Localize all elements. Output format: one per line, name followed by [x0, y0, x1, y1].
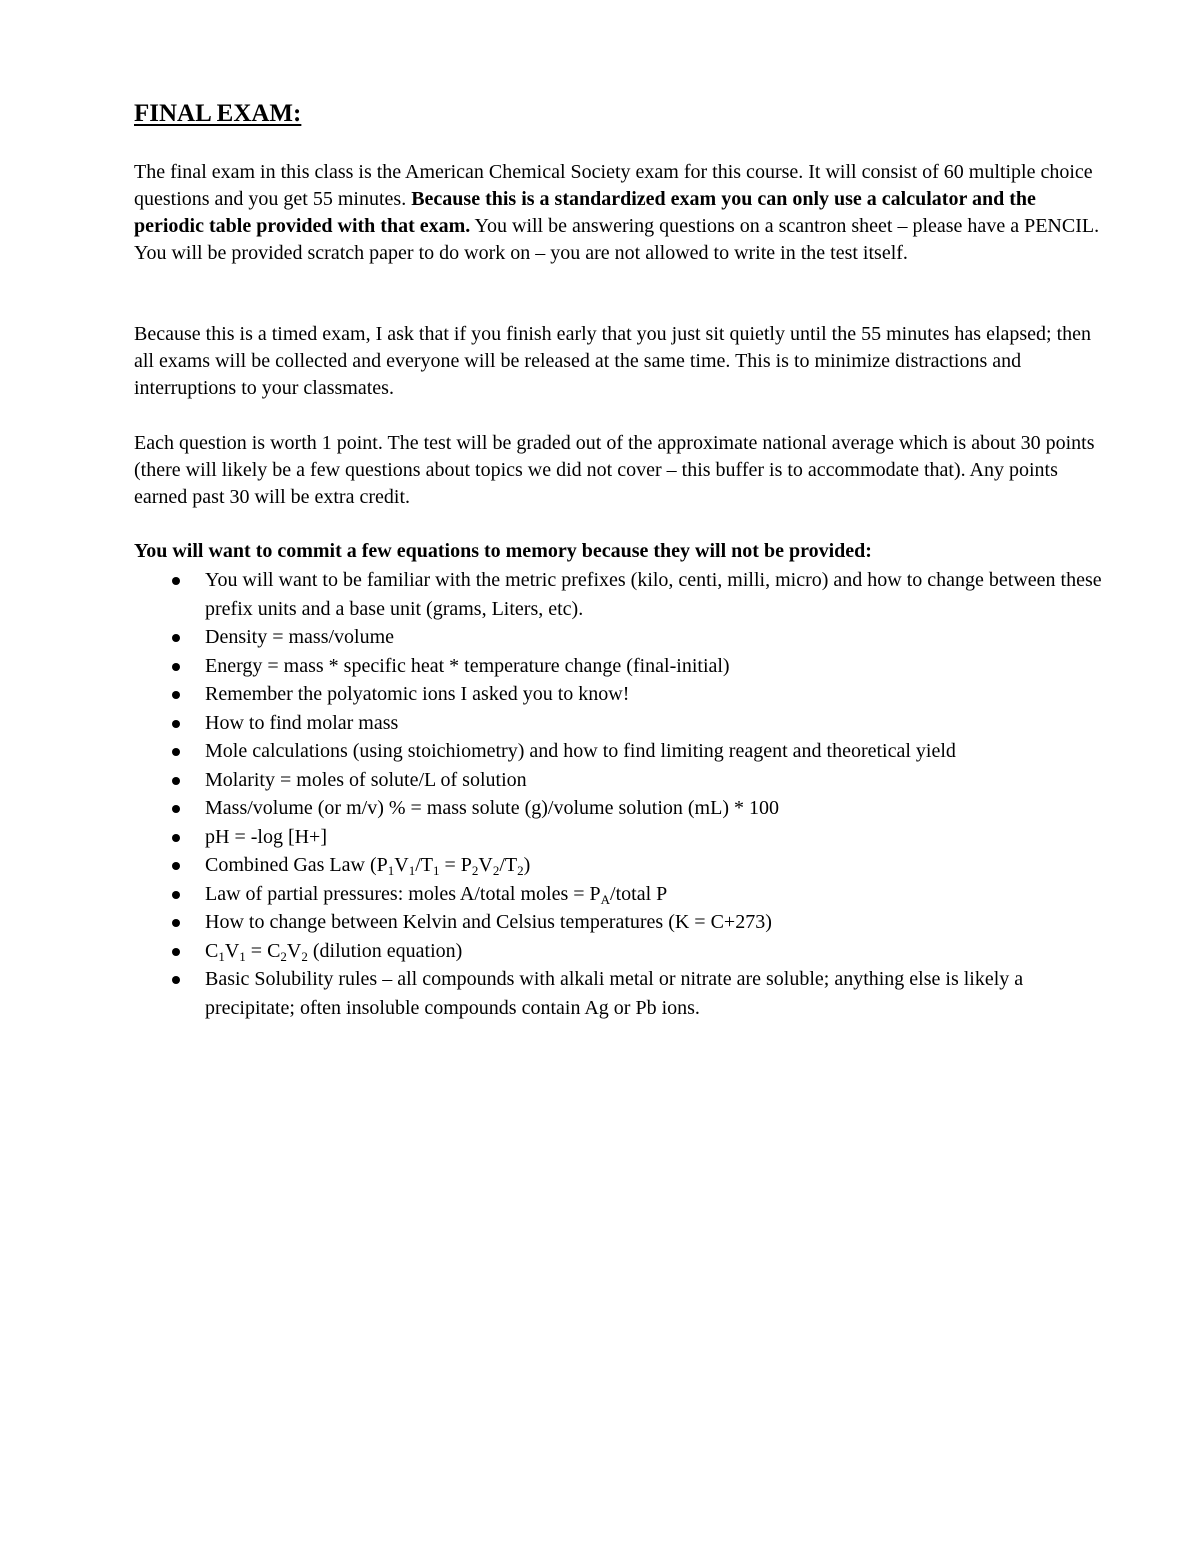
bullet-icon [172, 862, 180, 870]
list-item-text: Mole calculations (using stoichiometry) and how to find limiting reagent and theoretical yield [205, 740, 956, 762]
exam-overview-paragraph [134, 159, 1104, 267]
list-item-text: You will want to be familiar with the metric prefixes (kilo, centi, milli, micro) and how to change between these prefix units and a base unit (grams, Liters, etc). [205, 569, 1102, 620]
list-item [134, 908, 1104, 937]
equations-list [134, 566, 1104, 1022]
bullet-icon [172, 777, 180, 785]
bullet-icon [172, 691, 180, 699]
list-item [134, 937, 1104, 966]
list-item-text: How to find molar mass [205, 711, 399, 734]
bullet-icon [172, 805, 180, 813]
list-item-text: Remember the polyatomic ions I asked you to know! [205, 683, 630, 705]
list-item [134, 652, 1104, 681]
list-item-text: How to change between Kelvin and Celsius temperatures (K = C+273) [205, 911, 772, 933]
bullet-icon [172, 948, 180, 956]
bullet-icon [172, 748, 180, 756]
exam-overview-text: The final exam in this class is the American Chemical Society exam for this course. It will consist of 60 multiple choice questions and you get 55 minutes. [134, 161, 1093, 210]
list-item-text: Basic Solubility rules – all compounds with alkali metal or nitrate are soluble; anything else is likely a precipitate; often insoluble compounds contain Ag or Pb ions. [205, 968, 1024, 1019]
bullet-icon [172, 891, 180, 899]
list-item [134, 680, 1104, 709]
grading-paragraph: Each question is worth 1 point. The test will be graded out of the approximate national average which is about 30 points (there will likely be a few questions about topics we did not cover – this buffer is to accommodate that). Any points earned past 30 will be extra credit. [134, 432, 1095, 508]
partial-pressures-text: Law of partial pressures: moles A/total moles = $P_A$/total P [205, 882, 668, 907]
list-item [134, 794, 1104, 823]
bullet-icon [172, 976, 180, 984]
bullet-icon [172, 919, 180, 927]
equations-heading: You will want to commit a few equations to memory because they will not be provided: [134, 540, 872, 562]
list-item [134, 709, 1104, 738]
list-item [134, 880, 1104, 909]
list-item [134, 965, 1104, 1022]
calculator-rule-text: Because this is a standardized exam you can only use a calculator and the periodic table provided with that exam. [134, 188, 1036, 237]
list-item-text: Mass/volume (or m/v) % = mass solute (g)/volume solution (mL) * 100 [205, 797, 779, 819]
scantron-instructions-text: You will be answering questions on a scantron sheet – please have a PENCIL. You will be provided scratch paper to do work on – you are not allowed to write in the test itself. [134, 215, 1100, 264]
list-item [134, 566, 1104, 623]
page-title: FINAL EXAM: [134, 100, 302, 127]
list-item [134, 851, 1104, 880]
list-item [134, 823, 1104, 852]
list-item [134, 766, 1104, 795]
list-item-text: Density = mass/volume [205, 626, 395, 648]
bullet-icon [172, 720, 180, 728]
bullet-icon [172, 663, 180, 671]
dilution-equation-text: $C_1V_1 = C_2V_2$ (dilution equation) [205, 939, 463, 964]
list-item-text: Energy = mass * specific heat * temperature change (final-initial) [205, 654, 730, 677]
list-item-text: Molarity = moles of solute/L of solution [205, 768, 527, 791]
bullet-icon [172, 834, 180, 842]
timed-exam-paragraph: Because this is a timed exam, I ask that if you finish early that you just sit quietly until the 55 minutes has elapsed; then all exams will be collected and everyone will be released at the same time. This is to minimize distractions and interruptions to your classmates. [134, 323, 1092, 399]
bullet-icon [172, 577, 180, 585]
list-item-text: pH = -log [H+] [205, 825, 327, 848]
combined-gas-law-text: Combined Gas Law $(P_1V_1/T_1 = P_2V_2/T_2)$ [205, 854, 531, 878]
list-item [134, 623, 1104, 652]
bullet-icon [172, 634, 180, 642]
list-item [134, 737, 1104, 766]
